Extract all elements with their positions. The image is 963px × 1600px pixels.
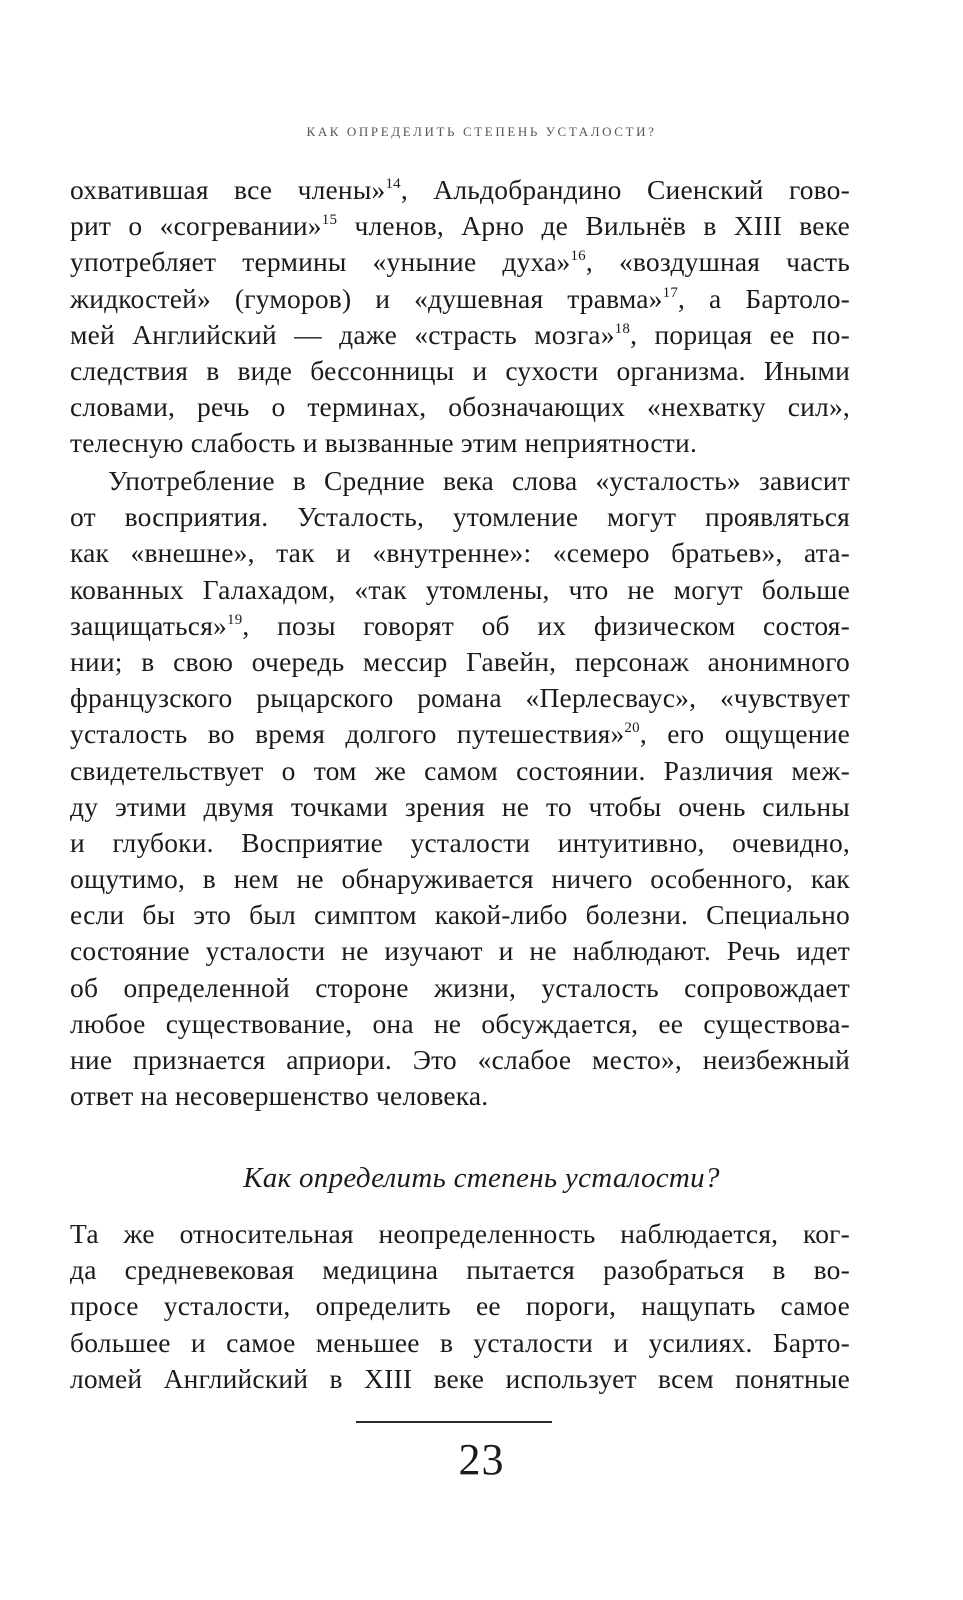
text-line: большее и самое меньшее в усталости и усилиях. Барто-: [70, 1326, 850, 1358]
text-line: жидкостей» (гуморов) и «душевная травма»$^{17}$, а Бартоло-: [70, 282, 850, 314]
text-line: кованных Галахадом, «так утомлены, что не могут больше: [70, 573, 850, 605]
footnote-ref: 14: [385, 176, 401, 192]
footnote-ref: 16: [570, 248, 586, 265]
running-head: КАК ОПРЕДЕЛИТЬ СТЕПЕНЬ УСТАЛОСТИ?: [306, 124, 657, 139]
text-line: телесную слабость и вызванные этим неприятности.: [70, 427, 698, 459]
text-line: ломей Английский в XIII веке использует всем понятные: [70, 1362, 850, 1394]
text-line: свидетельствует о том же самом состоянии. Различия меж-: [70, 754, 850, 786]
text-line: охватившая все члены»$^{14}$, Альдобрандино Сиенский гово-: [70, 174, 850, 205]
text-line: да средневековая медицина пытается разобраться в во-: [70, 1254, 850, 1286]
text-line: об определенной стороне жизни, усталость сопровождает: [70, 971, 850, 1003]
text-line: и глубоки. Восприятие усталости интуитивно, очевидно,: [70, 826, 850, 858]
page-number: 23: [458, 1435, 505, 1484]
text-line: просе усталости, определить ее пороги, нащупать самое: [70, 1290, 850, 1322]
text-line: любое существование, она не обсуждается, ее существова-: [70, 1007, 850, 1039]
text-line: словами, речь о терминах, обозначающих «нехватку сил»,: [70, 391, 850, 423]
text-line: как «внешне», так и «внутренне»: «семеро братьев», ата-: [70, 537, 850, 569]
footnote-ref: 20: [624, 720, 640, 737]
text-line: Та же относительная неопределенность наблюдается, ког-: [70, 1218, 850, 1249]
text-line: состояние усталости не изучают и не наблюдают. Речь идет: [70, 935, 850, 967]
paragraph-2: [70, 463, 850, 1114]
footnote-ref: 19: [227, 611, 243, 628]
text-line: ду этими двумя точками зрения не то чтобы очень сильны: [70, 790, 850, 822]
paragraph-1: [70, 172, 850, 462]
text-line: усталость во время долгого путешествия»$^{20}$, его ощущение: [70, 718, 851, 750]
text-line: следствия в виде бессонницы и сухости организма. Иными: [70, 354, 850, 386]
section-heading: Как определить степень усталости?: [243, 1162, 720, 1194]
footer-divider: [356, 1421, 552, 1423]
text-line: ощутимо, в нем не обнаруживается ничего особенного, как: [70, 863, 850, 895]
text-line: рит о «согревании»$^{15}$ членов, Арно де Вильнёв в XIII веке: [70, 210, 850, 242]
text-line: от восприятия. Усталость, утомление могут проявляться: [70, 501, 850, 533]
text-line: употребляет термины «уныние духа»$^{16}$, «воздушная часть: [70, 246, 850, 278]
text-line: мей Английский — даже «страсть мозга»$^{18}$, порицая ее по-: [70, 318, 850, 350]
paragraph-3: [70, 1216, 850, 1397]
text-line: нии; в свою очередь мессир Гавейн, персонаж анонимного: [70, 645, 850, 677]
text-line: ние признается априори. Это «слабое место», неизбежный: [70, 1044, 850, 1075]
text-line: защищаться»$^{19}$, позы говорят об их физическом состоя-: [70, 609, 850, 641]
text-line: ответ на несовершенство человека.: [70, 1080, 489, 1112]
text-line: если бы это был симптом какой-либо болезни. Специально: [70, 899, 850, 931]
footnote-ref: 15: [321, 212, 338, 229]
footnote-ref: 18: [614, 320, 631, 337]
footnote-ref: 17: [662, 284, 679, 301]
text-line: французского рыцарского романа «Перлесваус», «чувствует: [70, 682, 850, 714]
text-line: Употребление в Средние века слова «усталость» зависит: [108, 465, 850, 496]
